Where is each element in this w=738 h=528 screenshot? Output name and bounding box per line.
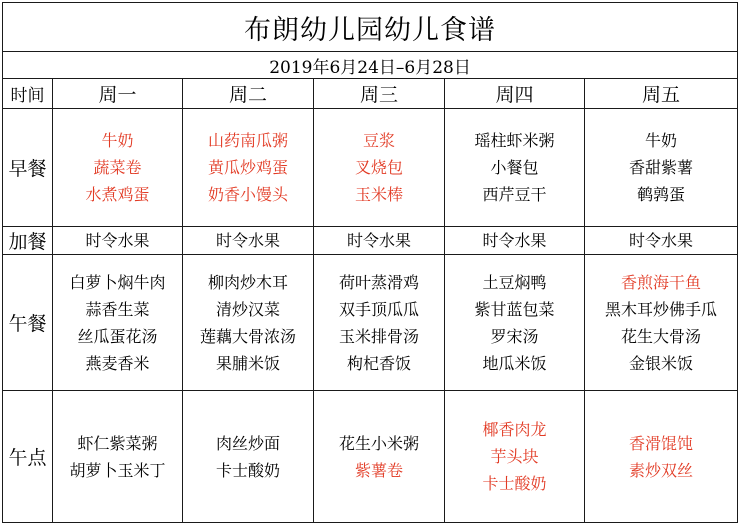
header-day-mon: 周一 [53,79,183,109]
menu-cell [53,109,183,227]
dish-item: 奶香小馒头 [207,185,288,204]
dish-item: 玉米棒 [354,185,403,204]
meal-label-afternoon: 午点 [3,391,53,523]
meal-row-lunch [3,255,738,391]
header-day-tue: 周二 [183,79,314,109]
dish-item: 小餐包 [490,158,539,177]
menu-cell [314,255,445,391]
dish-item: 椰香肉龙 [482,420,547,439]
dish-item: 罗宋汤 [490,326,539,346]
dish-item: 蔬菜卷 [93,158,142,177]
header-time: 时间 [3,79,53,109]
dish-item: 地瓜米饭 [482,353,547,373]
dish-item: 芋头块 [490,447,539,466]
dish-item: 豆浆 [362,131,395,150]
menu-cell [445,255,585,391]
dish-item: 山药南瓜粥 [207,131,288,150]
dish-item: 时令水果 [85,230,150,250]
dish-item: 紫薯卷 [354,460,403,480]
dish-item: 胡萝卜玉米丁 [69,460,166,480]
dish-item: 花生小米粥 [338,433,419,453]
menu-cell [183,391,314,523]
menu-cell [314,109,445,227]
meal-row-snack [3,227,738,255]
meal-label-snack: 加餐 [3,227,53,255]
dish-item: 水煮鸡蛋 [85,185,150,204]
header-day-thu: 周四 [445,79,585,109]
dish-item: 果脯米饭 [215,353,280,373]
dish-item: 卡士酸奶 [482,474,547,493]
dish-item: 肉丝炒面 [215,433,280,453]
dish-item: 时令水果 [215,230,280,250]
menu-cell [53,391,183,523]
dish-item: 花生大骨汤 [621,326,702,346]
menu-cell [183,227,314,255]
menu-cell [183,109,314,227]
dish-item: 牛奶 [645,131,678,150]
dish-item: 香滑馄饨 [629,433,694,453]
dish-item: 香甜紫薯 [629,158,694,177]
dish-item: 时令水果 [346,230,411,250]
date-range: 2019年6月24日–6月28日 [3,52,738,79]
dish-item: 鹌鹑蛋 [637,185,686,204]
dish-item: 蒜香生菜 [85,299,150,319]
meal-label-breakfast: 早餐 [3,109,53,227]
dish-item: 双手顶瓜瓜 [338,299,419,319]
menu-cell [585,109,738,227]
dish-item: 燕麦香米 [85,353,150,373]
menu-table [2,2,738,523]
dish-item: 枸杞香饭 [346,353,411,373]
menu-cell [183,255,314,391]
dish-item: 柳肉炒木耳 [207,272,288,292]
menu-cell [585,255,738,391]
dish-item: 莲藕大骨浓汤 [199,326,296,346]
menu-cell [53,255,183,391]
meal-row-afternoon [3,391,738,523]
dish-item: 土豆焖鸭 [482,272,547,292]
menu-cell [585,391,738,523]
dish-item: 西芹豆干 [482,185,547,204]
dish-item: 清炒汉菜 [215,299,280,319]
dish-item: 牛奶 [101,131,134,150]
menu-cell [314,227,445,255]
dish-item: 香煎海干鱼 [621,272,702,292]
menu-cell [314,391,445,523]
dish-item: 黄瓜炒鸡蛋 [207,158,288,177]
dish-item: 金银米饭 [629,353,694,373]
menu-cell [445,227,585,255]
dish-item: 白萝卜焖牛肉 [69,272,166,292]
dish-item: 瑶柱虾米粥 [474,131,555,150]
menu-cell [445,109,585,227]
dish-item: 丝瓜蛋花汤 [77,326,158,346]
meal-row-breakfast [3,109,738,227]
dish-item: 素炒双丝 [629,460,694,480]
dish-item: 玉米排骨汤 [338,326,419,346]
menu-cell [585,227,738,255]
menu-cell [445,391,585,523]
meal-label-lunch: 午餐 [3,255,53,391]
dish-item: 时令水果 [629,230,694,250]
dish-item: 叉烧包 [354,158,403,177]
header-day-wed: 周三 [314,79,445,109]
dish-item: 虾仁紫菜粥 [77,433,158,453]
page-title: 布朗幼儿园幼儿食谱 [3,3,738,52]
dish-item: 黑木耳炒佛手瓜 [605,299,718,319]
dish-item: 紫甘蓝包菜 [474,299,555,319]
header-day-fri: 周五 [585,79,738,109]
menu-cell [53,227,183,255]
dish-item: 时令水果 [482,230,547,250]
dish-item: 卡士酸奶 [215,460,280,480]
dish-item: 荷叶蒸滑鸡 [338,272,419,292]
